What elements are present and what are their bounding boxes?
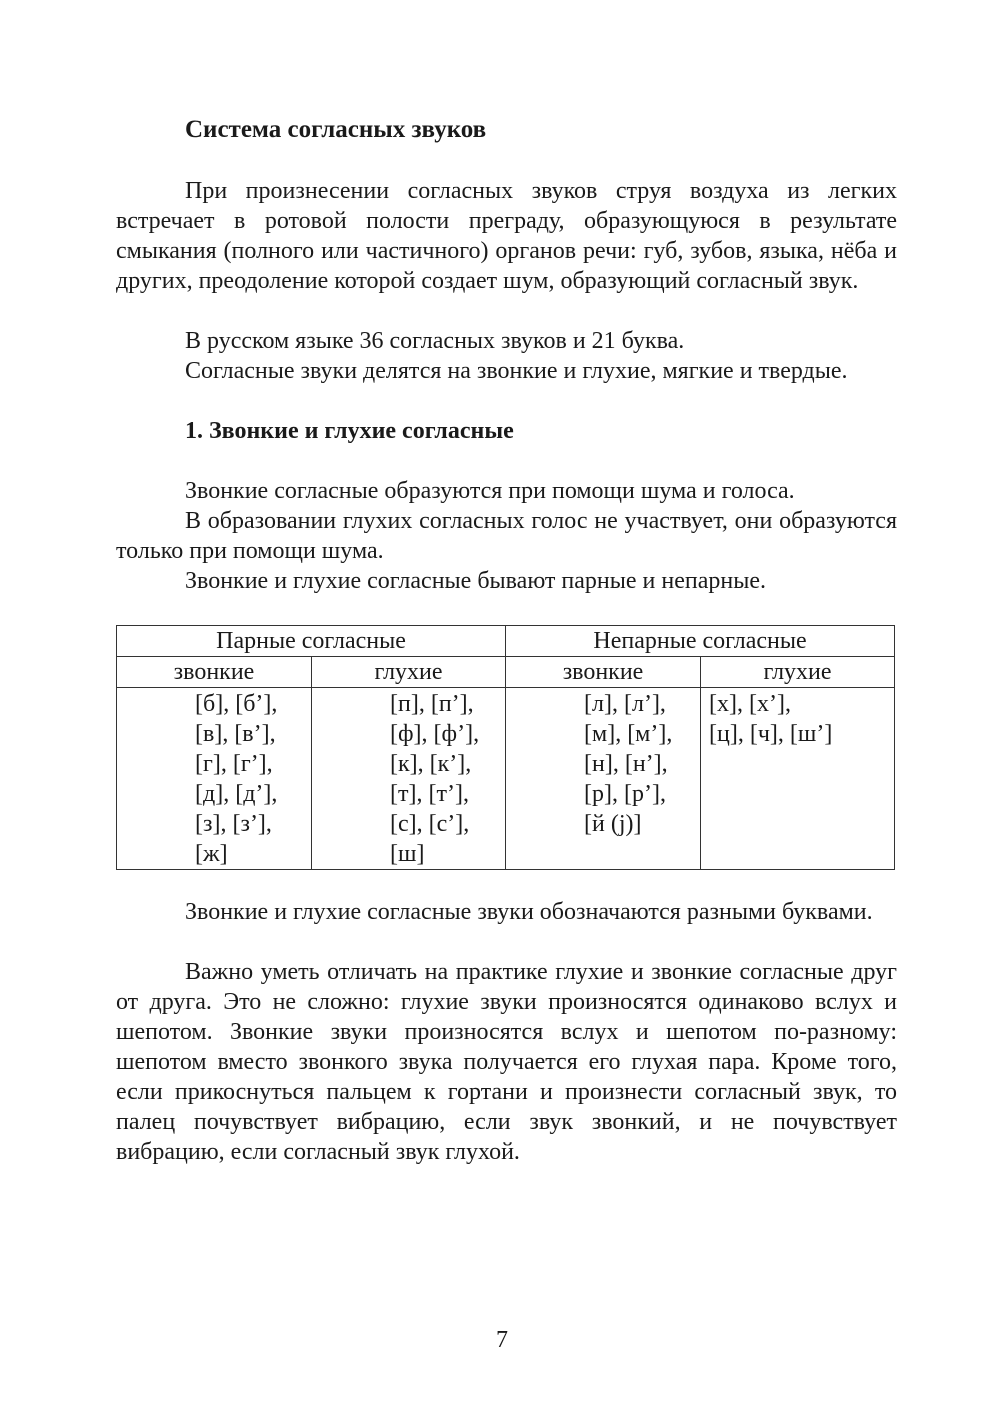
section-paragraph-3: Звонкие и глухие согласные бывают парные и непарные. xyxy=(185,568,766,594)
consonant-entry: [х], [х’], xyxy=(709,691,791,717)
consonant-entry: [д], [д’], xyxy=(195,781,278,807)
consonant-entry: [ф], [ф’], xyxy=(390,721,480,747)
consonant-entry: [з], [з’], xyxy=(195,811,272,837)
unpaired-voiced-cell xyxy=(506,688,701,870)
section-heading: 1. Звонкие и глухие согласные xyxy=(185,418,514,444)
unpaired-voiceless-cell xyxy=(701,688,895,870)
after-table-paragraph-1: Звонкие и глухие согласные звуки обозначаются разными буквами. xyxy=(185,899,873,925)
consonant-entry: [м], [м’], xyxy=(584,721,673,747)
table-row xyxy=(117,688,895,870)
consonant-entry: [ц], [ч], [ш’] xyxy=(709,721,833,747)
header-unpaired: Непарные согласные xyxy=(506,626,895,657)
intro-paragraph-1: При произнесении согласных звуков струя воздуха из легких встречает в ротовой полости преграду, образующуюся в результате смыкания (полного или частичного) органов речи: губ, зубов, языка, нёба и других, преодоление которой создает шум, образующий согласный звук. xyxy=(116,178,897,294)
consonant-entry: [п], [п’], xyxy=(390,691,474,717)
paired-voiced-cell xyxy=(117,688,312,870)
consonant-entry: [к], [к’], xyxy=(390,751,472,777)
after-table-paragraph-2: Важно уметь отличать на практике глухие и звонкие согласные друг от друга. Это не сложно: глухие звуки произносятся одинаково вслух и шепотом. Звонкие звуки произносятся вслух и шепотом по-разному: шепотом вместо звонкого звука получается его глухая пара. Кроме того, если прикоснуться пальцем к гортани и произнести согласный звук, то палец почувствует вибрацию, если звук звонкий, и не почувствует вибрацию, если согласный звук глухой. xyxy=(116,959,897,1165)
consonant-entry: [н], [н’], xyxy=(584,751,668,777)
table-group-header-row xyxy=(117,626,895,657)
header-paired-voiceless: глухие xyxy=(312,657,506,688)
header-unpaired-voiceless: глухие xyxy=(701,657,895,688)
page-title: Система согласных звуков xyxy=(185,116,487,143)
consonant-entry: [в], [в’], xyxy=(195,721,276,747)
paired-voiceless-cell xyxy=(312,688,506,870)
page-number: 7 xyxy=(496,1327,508,1353)
header-unpaired-voiced: звонкие xyxy=(506,657,701,688)
consonant-entry: [ш] xyxy=(390,841,425,867)
table-sub-header-row xyxy=(117,657,895,688)
section-paragraph-1: Звонкие согласные образуются при помощи шума и голоса. xyxy=(185,478,795,504)
consonant-entry: [с], [с’], xyxy=(390,811,470,837)
intro-paragraph-2: В русском языке 36 согласных звуков и 21 буква. xyxy=(185,328,685,354)
consonants-table xyxy=(116,625,895,870)
intro-paragraph-3: Согласные звуки делятся на звонкие и глухие, мягкие и твердые. xyxy=(185,358,848,384)
header-paired-voiced: звонкие xyxy=(117,657,312,688)
consonant-entry: [г], [г’], xyxy=(195,751,273,777)
consonant-entry: [б], [б’], xyxy=(195,691,278,717)
section-paragraph-2: В образовании глухих согласных голос не участвует, они образуются только при помощи шума. xyxy=(116,508,897,564)
consonant-entry: [ж] xyxy=(195,841,228,867)
header-paired: Парные согласные xyxy=(117,626,506,657)
consonant-entry: [р], [р’], xyxy=(584,781,666,807)
consonant-entry: [т], [т’], xyxy=(390,781,469,807)
consonant-entry: [й (j)] xyxy=(584,811,642,837)
consonant-entry: [л], [л’], xyxy=(584,691,666,717)
